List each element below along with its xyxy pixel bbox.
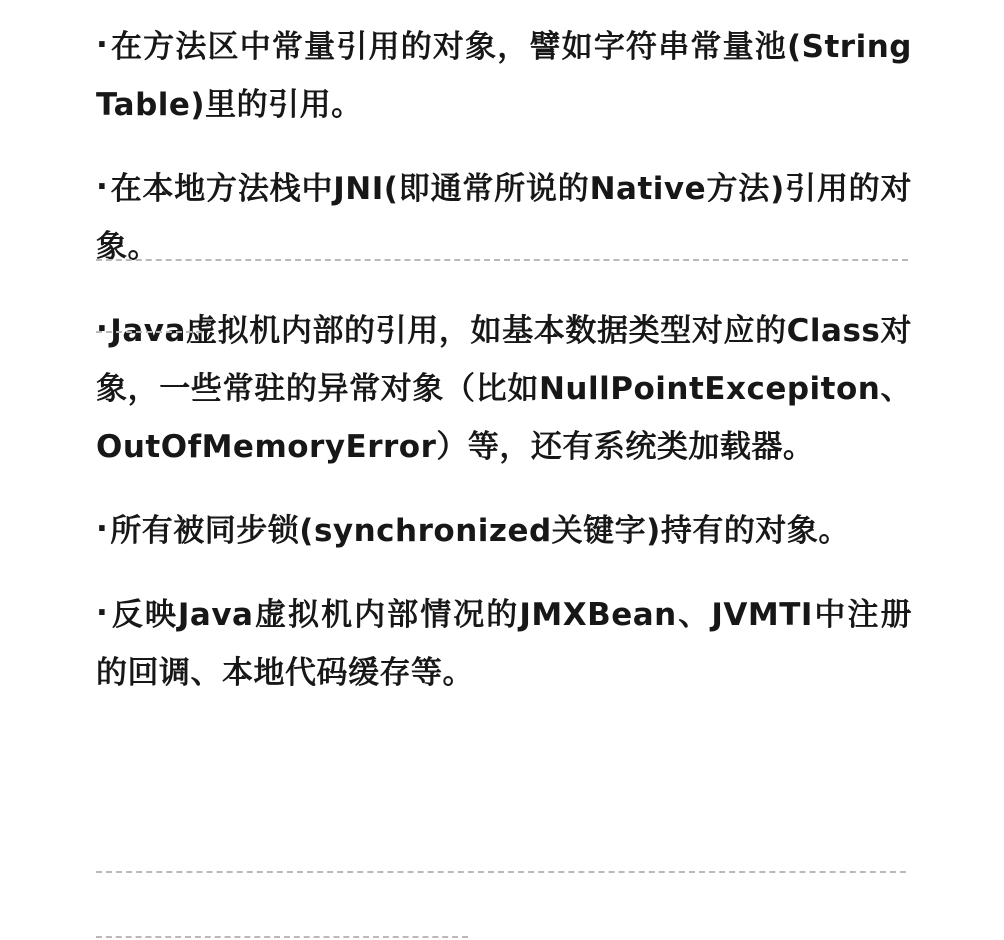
bullet-marker: ·	[96, 595, 109, 631]
dashed-underline	[96, 259, 908, 261]
paragraph-text: 在本地方法栈中JNI(即通常所说的Native方法)引用的对象。	[96, 171, 912, 265]
bullet-paragraph	[96, 502, 912, 560]
paragraph-text: 反映Java虚拟机内部情况的JMXBean、JVMTI中注册的回调、本地代码缓存等。	[96, 597, 912, 691]
paragraph-text: 所有被同步锁(synchronized关键字)持有的对象。	[110, 513, 850, 549]
bullet-paragraph	[96, 302, 912, 476]
paragraph-text: 在方法区中常量引用的对象，譬如字符串常量池(String Table)里的引用。	[96, 29, 912, 123]
dashed-underline	[96, 936, 468, 938]
bullet-marker: ·	[96, 511, 109, 547]
bullet-marker: ·	[96, 27, 109, 63]
paragraph-text: Java虚拟机内部的引用，如基本数据类型对应的Class对象，一些常驻的异常对象（比如NullPointExcepiton、OutOfMemoryError）等，还有系统类加载器。	[96, 313, 912, 465]
bullet-paragraph	[96, 18, 912, 134]
bullet-marker: ·	[96, 311, 109, 347]
bullet-paragraph	[96, 586, 912, 702]
dashed-underline	[96, 331, 202, 333]
dashed-underline	[96, 871, 906, 873]
bullet-marker: ·	[96, 169, 109, 205]
